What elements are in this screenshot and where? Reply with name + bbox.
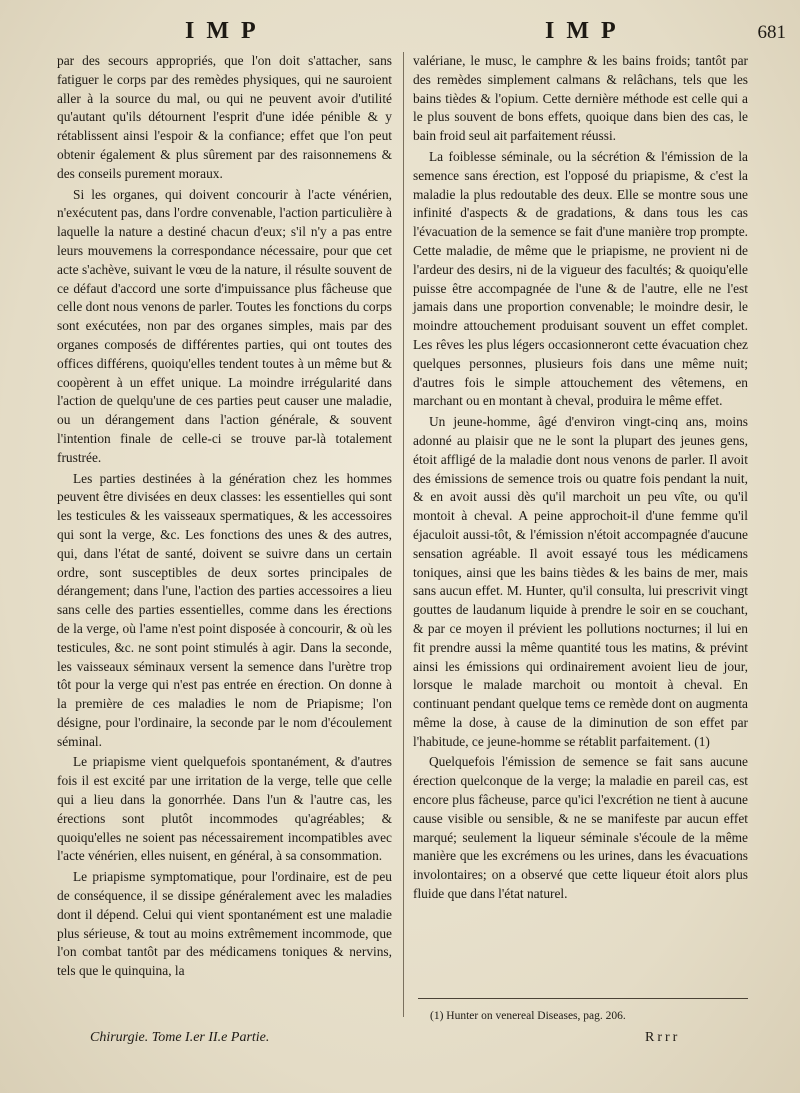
running-head-left: IMP — [185, 18, 268, 44]
paragraph: Les parties destinées à la génération chez les hommes peuvent être divisées en deux classes: les essentielles qui sont les testicules & les vaisseaux spermatiques, & les accessoires qui sont la verge, &c. Les fonctions des unes & des autres, qui, dans l'état de santé, doivent se suivre dans un certain ordre, sont susceptibles de deux sortes principales de dérangement; dans l'une, l'action des parties accessoires a lieu sans celle des parties essentielles, comme dans les érections de la verge, où l'ame n'est point disposée à concourir, & où les testicules, &c. ne sont point stimulés à agir. Dans la seconde, les vaisseaux séminaux versent la semence dans l'urètre trop tôt pour la verge qui n'est pas entrée en érection. On donne à la première de ces maladies le nom de Priapisme; l'on désigne, pour l'ordinaire, la seconde par le nom d'écoulement séminal. — [57, 470, 392, 749]
paragraph: Le priapisme symptomatique, pour l'ordinaire, est de peu de conséquence, il se dissipe généralement avec les maladies dont il dépend. Celui qui vient spontanément est une maladie plus sérieuse, & tout au moins extrêmement incommode, que l'on combat tantôt par des médicamens toniques & nervins, tels que le quinquina, la — [57, 869, 392, 979]
footnote: (1) Hunter on venereal Diseases, pag. 206. — [430, 1010, 626, 1022]
page-number: 681 — [757, 22, 786, 43]
volume-footer: Chirurgie. Tome I.er II.e Partie. — [90, 1030, 270, 1045]
paragraph: Le priapisme vient quelquefois spontanément, & d'autres fois il est excité par une irritation de la verge, telle que celle qui a lieu dans la gonorrhée. Dans l'un & l'autre cas, les érections sont plutôt incommodes qu'agréables; & quoiqu'elles ne soient pas nécessairement incompatibles avec l'acte vénérien, elles nuisent, en général, à sa consommation. — [57, 754, 392, 864]
right-column — [413, 52, 748, 906]
paragraph: Un jeune-homme, âgé d'environ vingt-cinq ans, moins adonné au plaisir que ne le sont la plupart des jeunes gens, étoit affligé de la maladie dont nous venons de parler. Il avoit des émissions de semence trois ou quatre fois pendant la nuit, & en avoit aussi dès qu'il marchoit un peu vîte, ou qu'il montoit à cheval. A peine approchoit-il d'une femme qu'il éjaculoit aussi-tôt, & l'émission n'étoit accompagnée d'aucune sensation agréable. Il avoit essayé tous les médicamens toniques, ainsi que les bains tièdes & les bains de mer, mais sans aucun effet. M. Hunter, qu'il consulta, lui prescrivit vingt gouttes de laudanum liquide à prendre le soir en se couchant, & par ce moyen il prévient les pollutions nocturnes; il lui en fit prendre aussi la même quantité tous les matins, & prévint ainsi les émissions qui ordinairement avoient lieu de jour, lorsque le malade marchoit ou montoit à cheval. En continuant pendant quelque tems ce remède dont on augmenta même la dose, à cause de la diminution de son effet par l'habitude, ce jeune-homme se rétablit parfaitement. (1) — [413, 414, 748, 749]
paragraph: valériane, le musc, le camphre & les bains froids; tantôt par des remèdes simplement calmans & relâchans, tels que les bains tièdes & l'opium. Cette dernière méthode est celle qui a le plus souvent de bons effets, quoique dans bien des cas, le bain froid seul ait parfaitement réussi. — [413, 53, 748, 144]
column-divider — [403, 52, 404, 1017]
paragraph: La foiblesse séminale, ou la sécrétion & l'émission de la semence sans érection, est l'opposé du priapisme, & c'est la maladie la plus redoutable des deux. Elle se montre sous une infinité d'aspects & de gradations, & dans tous les cas l'évacuation de la semence se fait d'une manière trop prompte. Cette maladie, de même que le priapisme, ne provient ni de l'ardeur des desirs, ni de la vigueur des facultés; & quoiqu'elle puisse être accompagnée de l'une & de l'autre, elle ne l'est jamais dans une proportion convenable; le moindre desir, le moindre attouchement produisant souvent un effet complet. Les rêves les plus légers occasionneront cette évacuation chez quelques personnes, plusieurs fois dans une même nuit; d'autres fois le simple attouchement des vêtemens, en marchant ou en montant à cheval, produira le même effet. — [413, 148, 748, 409]
paragraph: Si les organes, qui doivent concourir à l'acte vénérien, n'exécutent pas, dans l'ordre convenable, l'action particulière à laquelle la nature a destiné chacun d'eux; s'il n'y a pas entre leurs mouvemens la correspondance nécessaire, pour que cet acte s'achève, suivant le vœu de la nature, il résulte souvent de ce défaut d'accord une sorte d'impuissance plus fâcheuse que celle dont nous venons de parler. Toutes les fonctions du corps sont exécutées, non par des organes simples, mais par des organes composés de différentes parties, qui ont toutes des offices différens, quoiqu'elles tendent toutes à un même but & coopèrent à un effet unique. La moindre irrégularité dans l'action de quelqu'une de ces parties peut causer une maladie, ou un dérangement dans l'action générale, & souvent l'intention finale de celle-ci se trouve par-là totalement frustrée. — [57, 186, 392, 465]
paragraph: Quelquefois l'émission de semence se fait sans aucune érection quelconque de la verge; la maladie en pareil cas, est encore plus fâcheuse, parce qu'ici l'excrétion ne tient à aucune cause visible ou sensible, & ne se manifeste par aucun effet marqué; seulement la liqueur séminale s'écoule de la même manière que les excrémens ou les urines, dans les évacuations involontaires; on a observé que cette liqueur étoit alors plus fluide que dans l'état naturel. — [413, 754, 748, 902]
footnote-rule — [418, 998, 748, 999]
signature-mark: Rrrr — [645, 1030, 681, 1045]
paragraph: par des secours appropriés, que l'on doit s'attacher, sans fatiguer le corps par des remèdes physiques, qui ne sauroient aller à la source du mal, ou qui ne peuvent avoir d'utilité qu'autant qu'ils détournent l'esprit d'une idée pénible & y rétablissent ainsi l'espoir & la confiance; effet que l'on peut obtenir également & plus sûrement par des raisonnemens & des conseils purement moraux. — [57, 53, 392, 181]
running-head-right: IMP — [545, 18, 628, 44]
left-column — [57, 52, 392, 983]
